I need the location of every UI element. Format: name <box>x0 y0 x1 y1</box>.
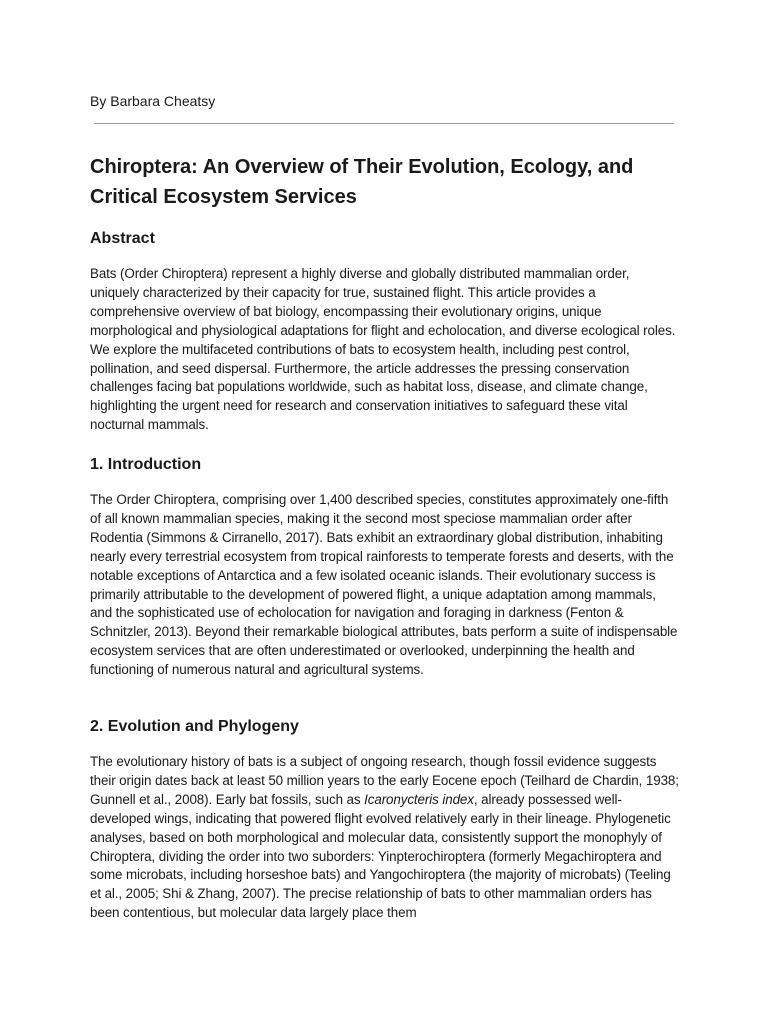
article-title: Chiroptera: An Overview of Their Evolution, Ecology, and Critical Ecosystem Services <box>90 156 634 208</box>
section-heading-abstract: Abstract <box>90 230 155 247</box>
species-name-italic: Icaronycteris index <box>364 791 474 807</box>
abstract-paragraph: Bats (Order Chiroptera) represent a highly diverse and globally distributed mammalian order, uniquely characterized by their capacity for true, sustained flight. This article provides a comprehensive overview of bat biology, encompassing their evolutionary origins, unique morphological and physiological adaptations for flight and echolocation, and diverse ecological roles. We explore the multifaceted contributions of bats to ecosystem health, including pest control, pollination, and seed dispersal. Furthermore, the article addresses the pressing conservation challenges facing bat populations worldwide, such as habitat loss, disease, and climate change, highlighting the urgent need for research and conservation initiatives to safeguard these vital nocturnal mammals. <box>90 266 676 433</box>
header-divider <box>94 123 674 124</box>
introduction-paragraph: The Order Chiroptera, comprising over 1,400 described species, constitutes approximately one-fifth of all known mammalian species, making it the second most speciose mammalian order after Rodentia (Simmons & Cirranello, 2017). Bats exhibit an extraordinary global distribution, inhabiting nearly every terrestrial ecosystem from tropical rainforests to temperate forests and deserts, with the notable exceptions of Antarctica and a few isolated oceanic islands. Their evolutionary success is primarily attributable to the development of powered flight, a unique adaptation among mammals, and the sophisticated use of echolocation for navigation and foraging in darkness (Fenton & Schnitzler, 2013). Beyond their remarkable biological attributes, bats perform a suite of indispensable ecosystem services that are often underestimated or overlooked, underpinning the health and functioning of numerous natural and agricultural systems. <box>90 492 678 678</box>
section-heading-introduction: 1. Introduction <box>90 456 202 473</box>
evolution-text-part-1: The evolutionary history of bats is a subject of ongoing research, though fossil evidence suggests their origin dates back at least 50 million years to the early Eocene epoch (Teilhard de Chardin, 1938; Gunnell et al., 2008). Early bat fossils, such as <box>90 754 679 807</box>
author-byline: By Barbara Cheatsy <box>90 93 216 109</box>
evolution-text-part-2: , already possessed well-developed wings, indicating that powered flight evolved relatively early in their lineage. Phylogenetic analyses, based on both morphological and molecular data, consistently support the monophyly of Chiroptera, dividing the order into two suborders: Yinpterochiroptera (formerly Megachiroptera and some microbats, including horseshoe bats) and Yangochiroptera (the majority of microbats) (Teeling et al., 2005; Shi & Zhang, 2007). The precise relationship of bats to other mammalian orders has been contentious, but molecular data largely place them <box>90 791 671 921</box>
section-heading-evolution: 2. Evolution and Phylogeny <box>90 718 299 735</box>
evolution-paragraph <box>90 753 680 923</box>
